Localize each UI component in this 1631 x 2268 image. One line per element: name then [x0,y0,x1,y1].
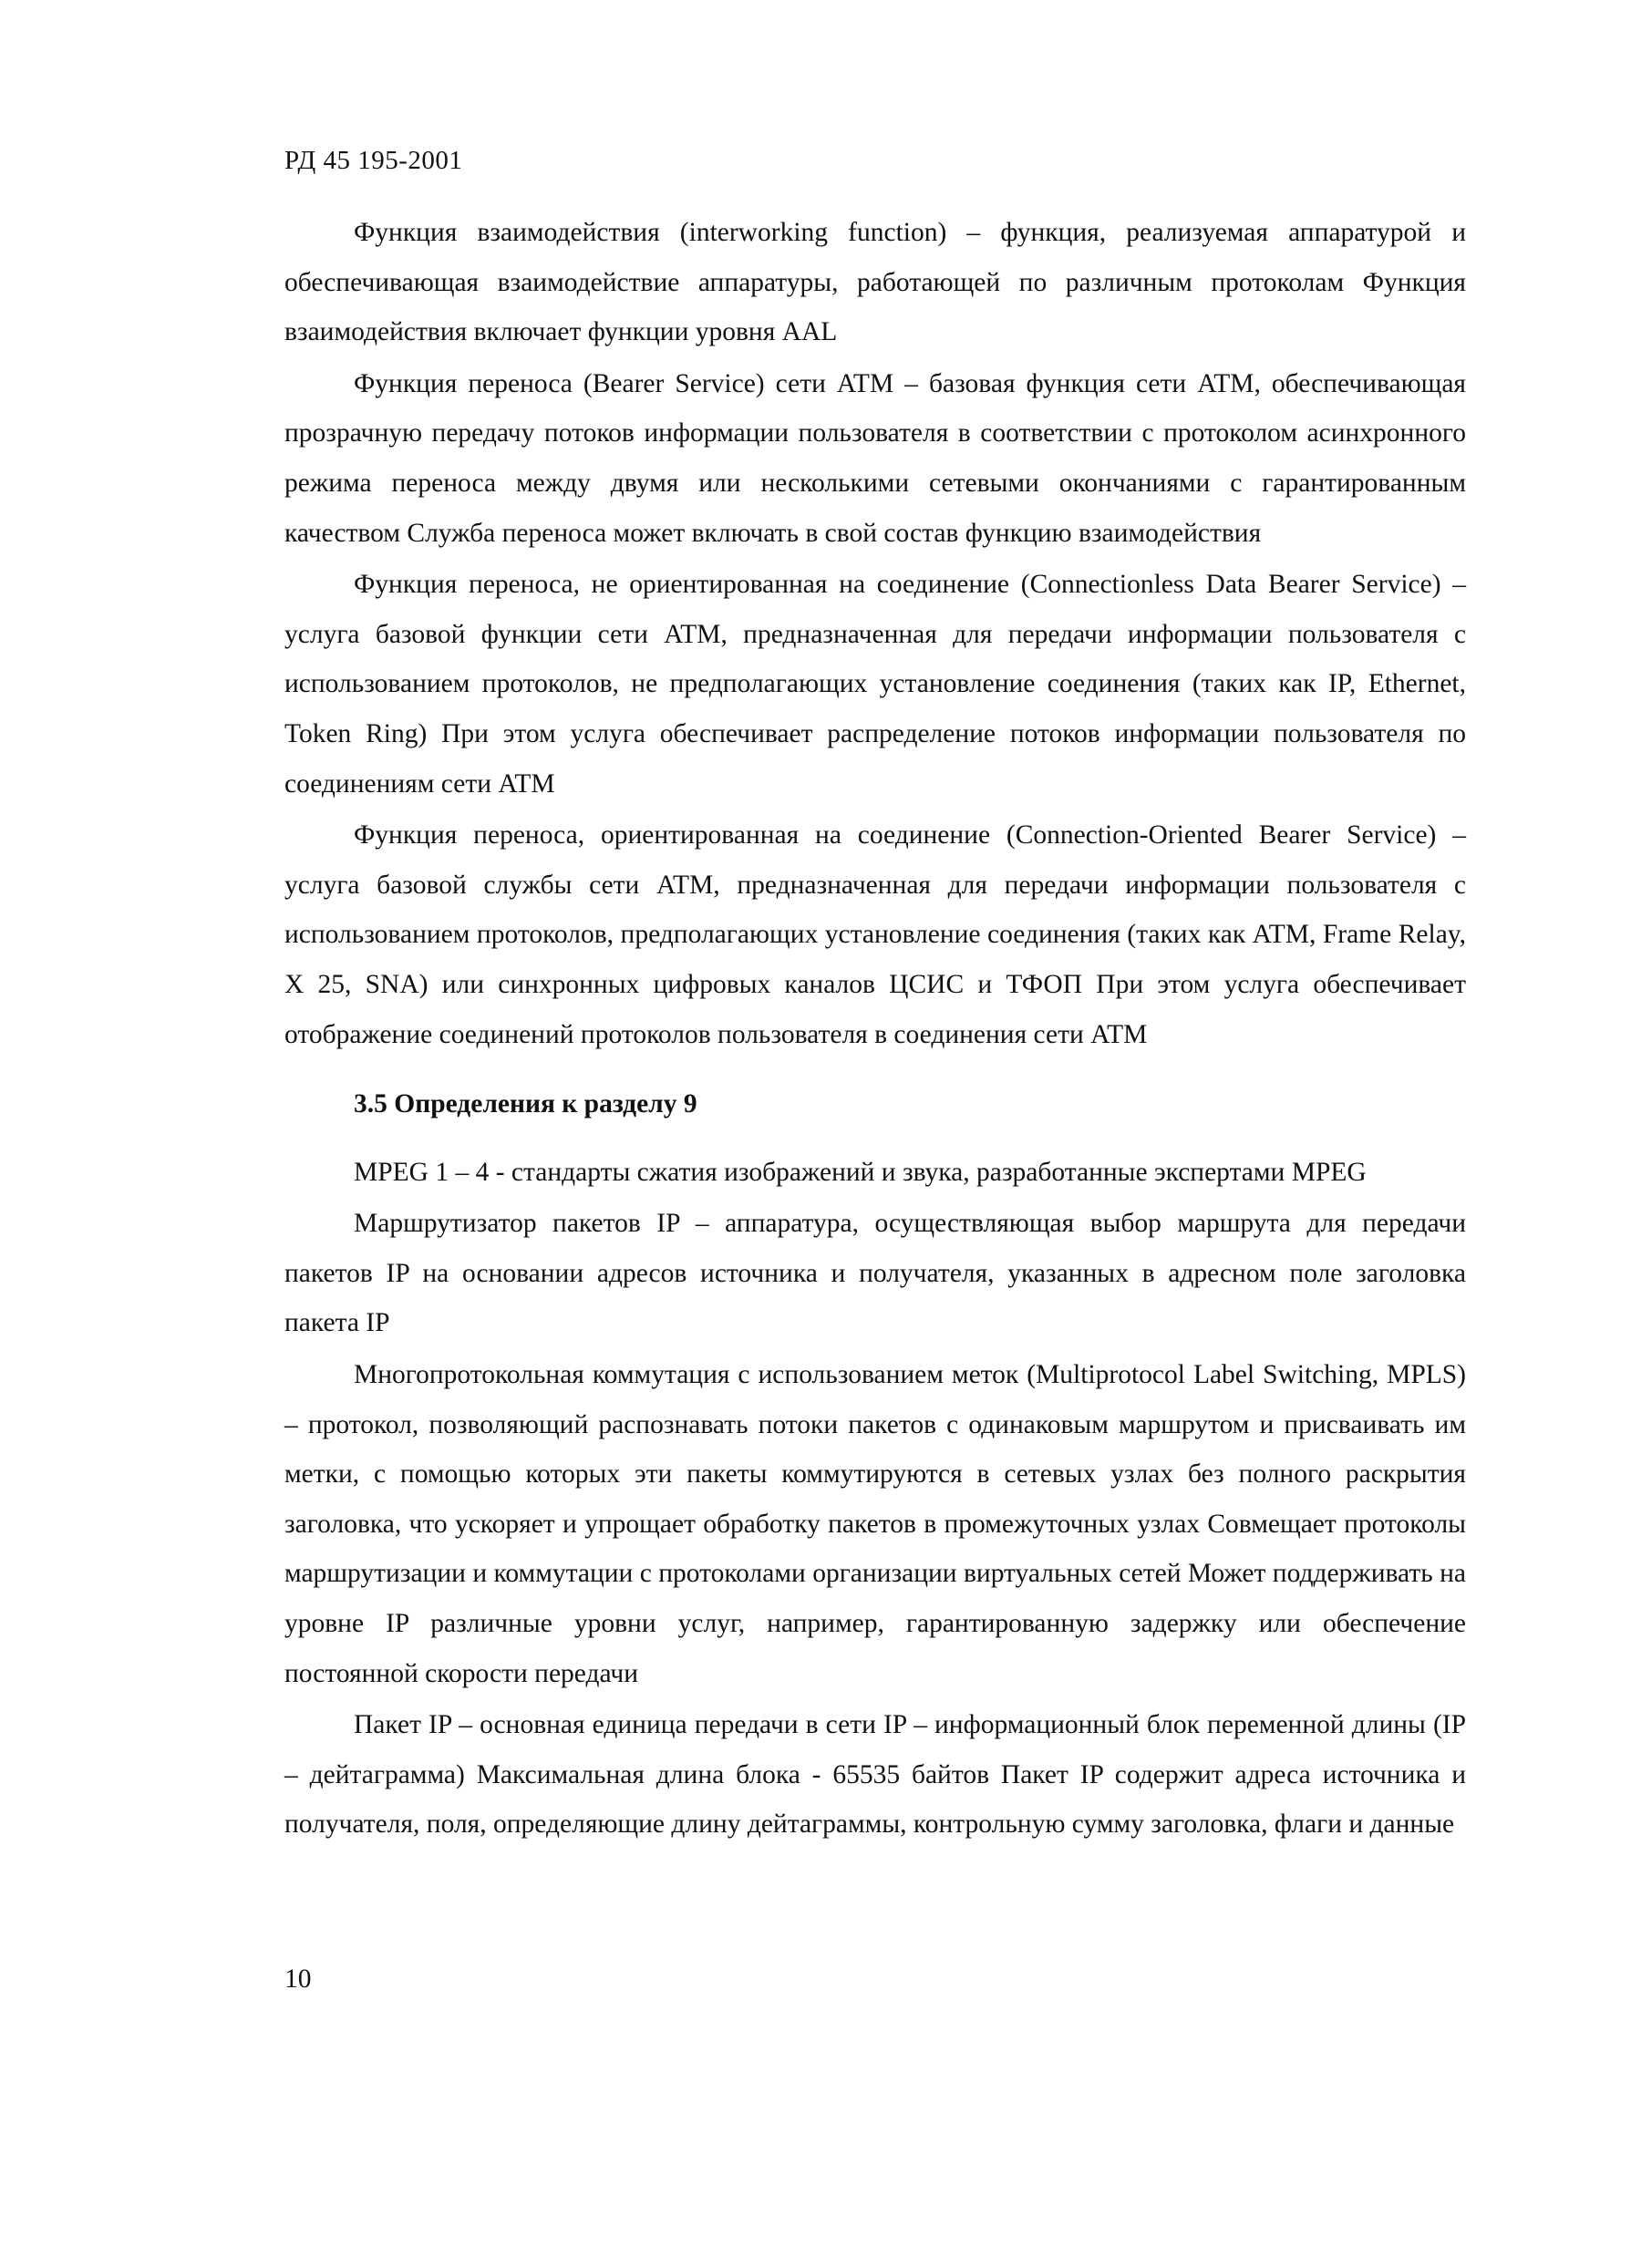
definition-mpls: Многопротокольная коммутация с использованием меток (Multiprotocol Label Switching, MPLS) – протокол, позволяющий распознавать потоки пакетов с одинаковым маршрутом и присваивать им метки, с помощью которых эти пакеты коммутируются в сетевых узлах без полного раскрытия заголовка, что ускоряет и упрощает обработку пакетов в промежуточных узлах Совмещает протоколы маршрутизации и коммутации с протоколами организации виртуальных сетей Может поддерживать на уровне IP различные уровни услуг, например, гарантированную задержку или обеспечение постоянной скорости передачи [284,1360,1466,1688]
definition-interworking-function: Функция взаимодействия (interworking function) – функция, реализуемая аппаратурой и обеспечивающая взаимодействие аппаратуры, работающей по различным протоколам Функция взаимодействия включает функции уровня AAL [284,218,1466,347]
definition-connectionless-bearer-service: Функция переноса, не ориентированная на соединение (Connectionless Data Bearer Service) – услуга базовой функции сети ATM, предназначенная для передачи информации пользователя с использованием протоколов, не предполагающих установление соединения (таких как IP, Ethernet, Token Ring) При этом услуга обеспечивает распределение потоков информации пользователя по соединениям сети ATM [284,570,1466,799]
page-number: 10 [284,1964,312,1994]
definition-connection-oriented-bearer-service: Функция переноса, ориентированная на соединение (Connection-Oriented Bearer Service) – услуга базовой службы сети ATM, предназначенная для передачи информации пользователя с использованием протоколов, предполагающих установление соединения (таких как ATM, Frame Relay, X 25, SNA) или синхронных цифровых каналов ЦСИС и ТФОП При этом услуга обеспечивает отображение соединений протоколов пользователя в соединения сети ATM [284,820,1466,1049]
definition-bearer-service: Функция переноса (Bearer Service) сети ATM – базовая функция сети ATM, обеспечивающая прозрачную передачу потоков информации пользователя в соответствии с протоколом асинхронного режима переноса между двумя или несколькими сетевыми окончаниями с гарантированным качеством Служба переноса может включать в свой состав функцию взаимодействия [284,368,1466,548]
document-body [284,208,1466,1851]
definition-ip-router: Маршрутизатор пакетов IP – аппаратура, осуществляющая выбор маршрута для передачи пакетов IP на основании адресов источника и получателя, указанных в адресном поле заголовка пакета IP [284,1209,1466,1338]
section-heading: 3.5 Определения к разделу 9 [354,1089,697,1119]
definition-mpeg: MPEG 1 – 4 - стандарты сжатия изображений и звука, разработанные экспертами MPEG [354,1157,1367,1187]
definition-ip-packet: Пакет IP – основная единица передачи в сети IP – информационный блок переменной длины (IP – дейтаграмма) Максимальная длина блока - 65535 байтов Пакет IP содержит адреса источника и получателя, поля, определяющие длину дейтаграммы, контрольную сумму заголовка, флаги и данные [284,1710,1466,1840]
document-header: РД 45 195-2001 [284,146,463,175]
